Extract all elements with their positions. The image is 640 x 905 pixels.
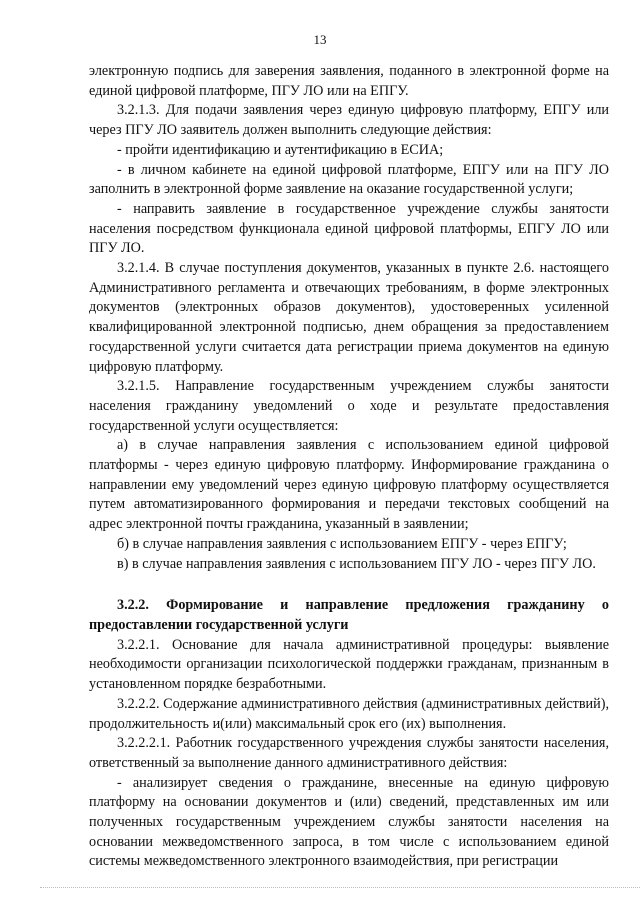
list-item: - анализирует сведения о гражданине, внесенные на единую цифровую платформу на основании документов и (или) сведений, представленных им или полученных государственным учреждением службы занятости населения на основании межведомственного запроса, в том числе с использованием единой системы межведомственного электронного взаимодействия, при регистрации xyxy=(89,774,609,870)
paragraph-3-2-2-2-1: 3.2.2.2.1. Работник государственного учреждения службы занятости населения, ответственный за выполнение данного административного действия: xyxy=(89,735,609,771)
document-body xyxy=(89,62,609,872)
paragraph-3-2-2-2: 3.2.2.2. Содержание административного действия (административных действий), продолжительность и(или) максимальный срок его (их) выполнения. xyxy=(89,695,609,732)
scan-edge-divider xyxy=(40,887,640,888)
paragraph-3-2-2-1: 3.2.2.1. Основание для начала административной процедуры: выявление необходимости организации психологической поддержки гражданам, признанным в установленном порядке безработными. xyxy=(89,636,609,693)
list-item: - пройти идентификацию и аутентификацию в ЕСИА; xyxy=(117,141,444,158)
section-heading-3-2-2: 3.2.2. Формирование и направление предложения гражданину о предоставлении государственной услуги xyxy=(89,597,609,633)
paragraph-3-2-1-3: 3.2.1.3. Для подачи заявления через единую цифровую платформу, ЕПГУ или через ПГУ ЛО заявитель должен выполнить следующие действия: xyxy=(89,102,609,139)
list-item: а) в случае направления заявления с использованием единой цифровой платформы - через единую цифровую платформу. Информирование гражданина о направлении ему уведомлений через единую цифровую платформу осуществляется путем автоматизированного формирования и передачи текстовых сообщений на адрес электронной почты гражданина, указанный в заявлении; xyxy=(89,437,609,533)
list-item: - направить заявление в государственное учреждение службы занятости населения посредством функционала единой цифровой платформы, ЕПГУ ЛО или ПГУ ЛО. xyxy=(89,200,609,257)
page-number: 13 xyxy=(313,32,327,47)
list-item: б) в случае направления заявления с использованием ЕПГУ - через ЕПГУ; xyxy=(117,535,567,552)
list-item: в) в случае направления заявления с использованием ПГУ ЛО - через ПГУ ЛО. xyxy=(117,555,596,572)
paragraph-continuation: электронную подпись для заверения заявления, поданного в электронной форме на единой цифровой платформе, ПГУ ЛО или на ЕПГУ. xyxy=(89,63,609,99)
paragraph-3-2-1-4: 3.2.1.4. В случае поступления документов, указанных в пункте 2.6. настоящего Административного регламента и отвечающих требованиям, в форме электронных документов (электронных образов документов), удостоверенных усиленной квалифицированной электронной подписью, днем обращения за предоставлением государственной услуги считается дата регистрации приема документов на единую цифровую платформу. xyxy=(89,260,609,375)
paragraph-3-2-1-5: 3.2.1.5. Направление государственным учреждением службы занятости населения гражданину уведомлений о ходе и результате предоставления государственной услуги осуществляется: xyxy=(89,378,609,434)
list-item: - в личном кабинете на единой цифровой платформе, ЕПГУ или на ПГУ ЛО заполнить в электронной форме заявление на оказание государственной услуги; xyxy=(89,161,609,198)
